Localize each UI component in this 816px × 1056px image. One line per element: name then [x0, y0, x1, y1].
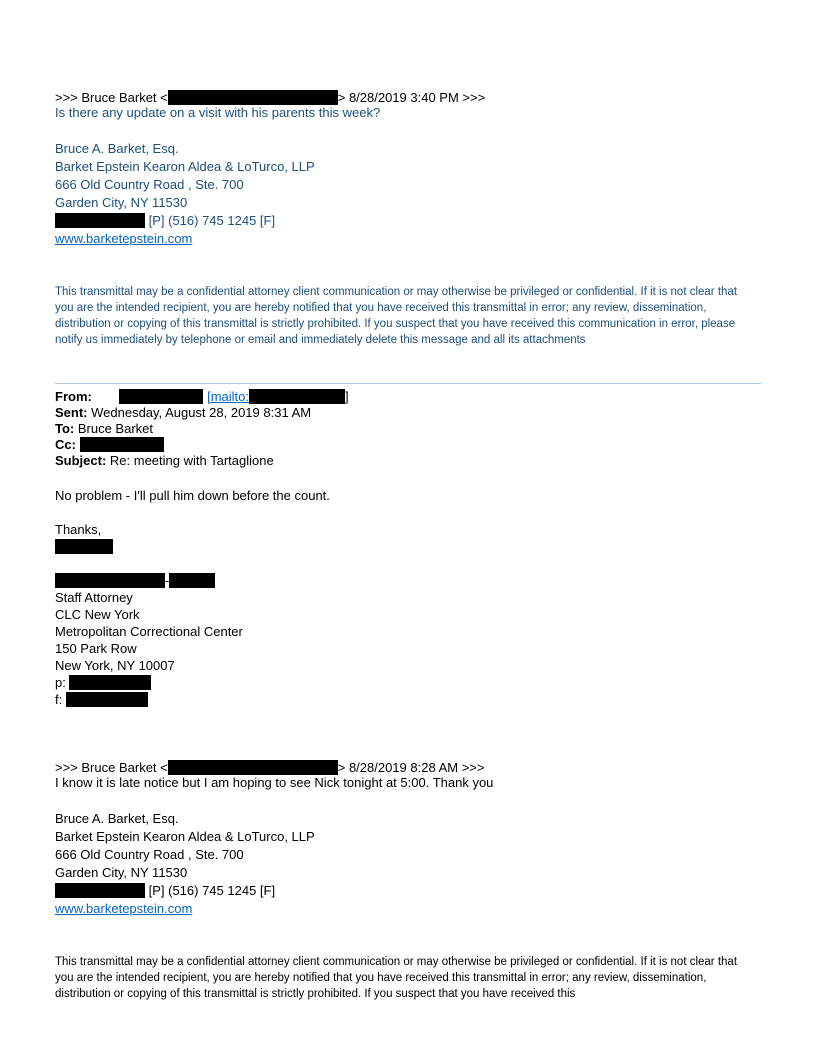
email1-sig-phone: [P] (516) 745 1245 [F] — [55, 212, 275, 230]
redaction-box — [169, 573, 215, 588]
email2-from-line: From: [mailto: ] — [55, 389, 349, 404]
email2-sig-title: Staff Attorney — [55, 590, 133, 605]
email3-sig-phone: [P] (516) 745 1245 [F] — [55, 882, 275, 900]
email2-sig-fax: f: — [55, 691, 148, 709]
redaction-box — [119, 389, 203, 404]
redaction-box — [168, 760, 338, 775]
email1-sig-address2: Garden City, NY 11530 — [55, 195, 188, 210]
email2-sent-line: Sent: Wednesday, August 28, 2019 8:31 AM — [55, 405, 312, 420]
email1-sig-firm: Barket Epstein Kearon Aldea & LoTurco, LLP — [55, 159, 315, 174]
email1-sig-address1: 666 Old Country Road , Ste. 700 — [55, 177, 244, 192]
redaction-box — [55, 883, 145, 898]
email2-sender-name — [55, 538, 113, 556]
email1-header-suffix: > 8/28/2019 3:40 PM >>> — [337, 90, 486, 105]
email2-sig-org: CLC New York — [55, 607, 140, 622]
email3-sig-address1: 666 Old Country Road , Ste. 700 — [55, 847, 244, 862]
redaction-box — [168, 90, 338, 105]
email1-disclaimer: This transmittal may be a confidential attorney client communication or may otherwise be privileged or confidential. If it is not clear that you are the intended recipient, you are hereby notified that you have received this transmittal in error; any review, dissemination, distribution or copying of this transmittal is strictly prohibited. If you suspect that you have received this communication in error, please notify us immediately by telephone or email and immediately delete this message and all its attachments — [55, 286, 738, 346]
redaction-box — [55, 213, 145, 228]
email2-sig-fullname: - — [55, 572, 215, 590]
email1-header-prefix: >>> Bruce Barket < — [55, 90, 168, 105]
email1-sig-name: Bruce A. Barket, Esq. — [55, 141, 179, 156]
email3-sig-name: Bruce A. Barket, Esq. — [55, 811, 179, 826]
email1-body: Is there any update on a visit with his parents this week? — [55, 105, 381, 120]
mailto-link[interactable]: [mailto: — [207, 389, 249, 404]
email2-cc-line: Cc: — [55, 436, 164, 454]
email3-header-suffix: > 8/28/2019 8:28 AM >>> — [337, 760, 485, 775]
email2-sig-phone: p: — [55, 674, 151, 692]
redaction-box — [55, 573, 165, 588]
email3-sig-address2: Garden City, NY 11530 — [55, 865, 188, 880]
email3-body: I know it is late notice but I am hoping to see Nick tonight at 5:00. Thank you — [55, 775, 494, 790]
redaction-box — [55, 539, 113, 554]
email3-sig-firm: Barket Epstein Kearon Aldea & LoTurco, LLP — [55, 829, 315, 844]
divider — [55, 383, 761, 384]
redaction-box — [66, 692, 148, 707]
redaction-box — [69, 675, 151, 690]
email2-to-line: To: Bruce Barket — [55, 421, 154, 436]
email2-sig-facility: Metropolitan Correctional Center — [55, 624, 243, 639]
email1-sig-web-link[interactable]: www.barketepstein.com — [55, 231, 193, 246]
email3-disclaimer: This transmittal may be a confidential attorney client communication or may otherwise be privileged or confidential. If it is not clear that you are the intended recipient, you are hereby notified that you have received this transmittal in error; any review, dissemination, distribution or copying of this transmittal is strictly prohibited. If you suspect that you have received this — [55, 956, 738, 1000]
email2-body: No problem - I'll pull him down before the count. — [55, 488, 330, 503]
email2-sig-city: New York, NY 10007 — [55, 658, 175, 673]
email2-subject-line: Subject: Re: meeting with Tartaglione — [55, 453, 274, 468]
email3-sig-web-link[interactable]: www.barketepstein.com — [55, 901, 193, 916]
redaction-box — [249, 389, 345, 404]
email2-sig-street: 150 Park Row — [55, 641, 137, 656]
redaction-box — [80, 437, 164, 452]
email3-header-prefix: >>> Bruce Barket < — [55, 760, 168, 775]
email2-thanks: Thanks, — [55, 522, 102, 537]
